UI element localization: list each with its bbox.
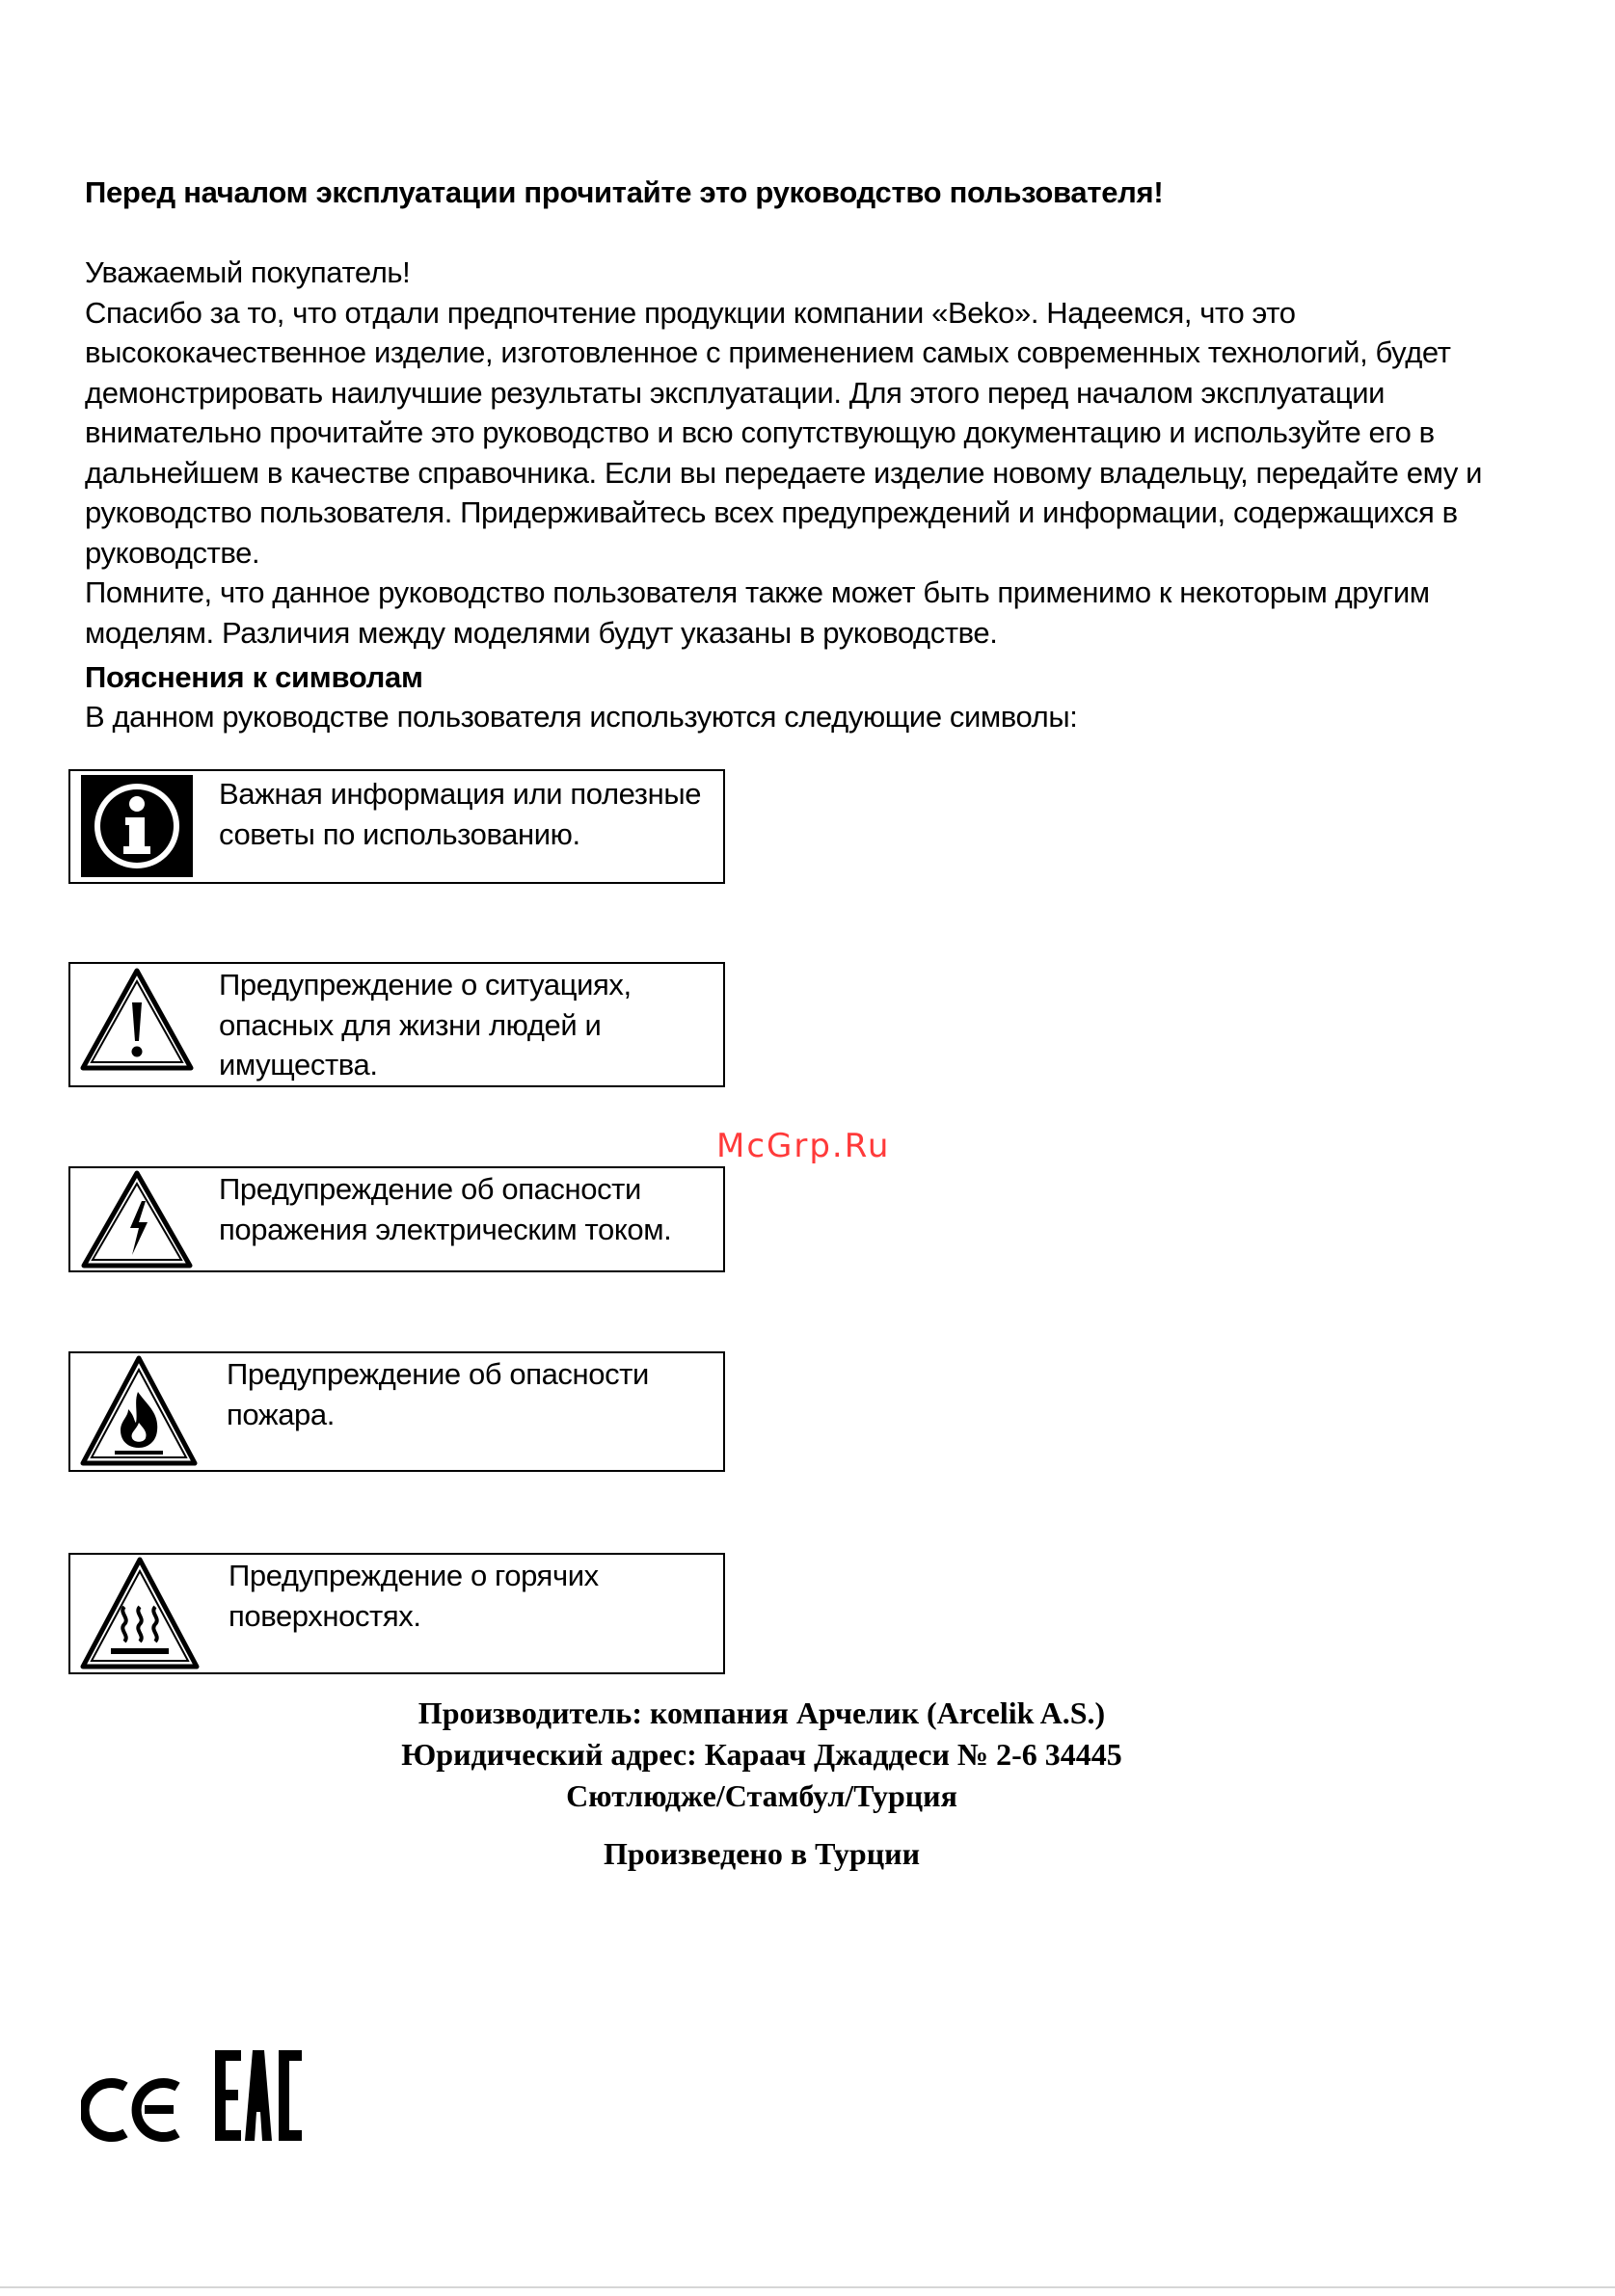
page-bottom-line — [0, 2286, 1615, 2288]
legal-address-line: Юридический адрес: Караач Джаддеси № 2-6 34445 — [401, 1737, 1122, 1772]
warning-icon — [80, 968, 194, 1077]
symbol-text-info: Важная информация или полезные советы по использованию. — [219, 777, 702, 851]
electric-shock-icon — [80, 1170, 194, 1273]
made-in-line: Произведено в Турции — [603, 1836, 920, 1871]
symbol-box-warning — [68, 962, 725, 1087]
hot-surface-icon — [80, 1557, 200, 1675]
symbol-box-hot-surface — [68, 1553, 725, 1674]
symbol-box-info — [68, 769, 725, 884]
city-line: Сютлюдже/Стамбул/Турция — [566, 1778, 957, 1813]
intro-paragraph: Спасибо за то, что отдали предпочтение продукции компании «Beko». Надеемся, что это высококачественное изделие, изготовленное с применением самых современных технологий, будет демонстрировать наилучшие результаты эксплуатации. Для этого перед началом эксплуатации внимательно прочитайте это руководство и всю сопутствующую документацию и используйте его в дальнейшем в качестве справочника. Если вы передаете изделие новому владельцу, передайте ему и руководство пользователя. Придерживайтесь всех предупреждений и информации, содержащихся в руководстве. — [85, 295, 1483, 570]
symbol-box-fire — [68, 1351, 725, 1472]
page-heading: Перед началом эксплуатации прочитайте это руководство пользователя! — [85, 175, 1164, 209]
certification-marks — [81, 2048, 312, 2149]
manufacturer-line: Производитель: компания Арчелик (Arcelik A.S.) — [417, 1695, 1106, 1730]
symbol-text-electric: Предупреждение об опасности поражения электрическим током. — [219, 1172, 672, 1246]
greeting: Уважаемый покупатель! — [85, 255, 411, 289]
symbol-text-warning: Предупреждение о ситуациях, опасных для жизни людей и имущества. — [219, 968, 632, 1081]
symbols-intro: В данном руководстве пользователя используются следующие символы: — [85, 700, 1078, 734]
symbols-title: Пояснения к символам — [85, 660, 423, 694]
symbol-box-electric — [68, 1166, 725, 1272]
eac-mark — [215, 2050, 302, 2141]
ce-mark — [85, 2083, 177, 2137]
symbol-text-fire: Предупреждение об опасности пожара. — [227, 1357, 649, 1431]
fire-icon — [80, 1355, 198, 1472]
info-icon — [81, 775, 193, 882]
symbol-text-hot-surface: Предупреждение о горячих поверхностях. — [229, 1559, 599, 1633]
models-note: Помните, что данное руководство пользователя также может быть применимо к некоторым другим моделям. Различия между моделями будут указаны в руководстве. — [85, 575, 1430, 650]
intro-text — [85, 253, 1512, 653]
watermark: McGrp.Ru — [716, 1127, 891, 1165]
